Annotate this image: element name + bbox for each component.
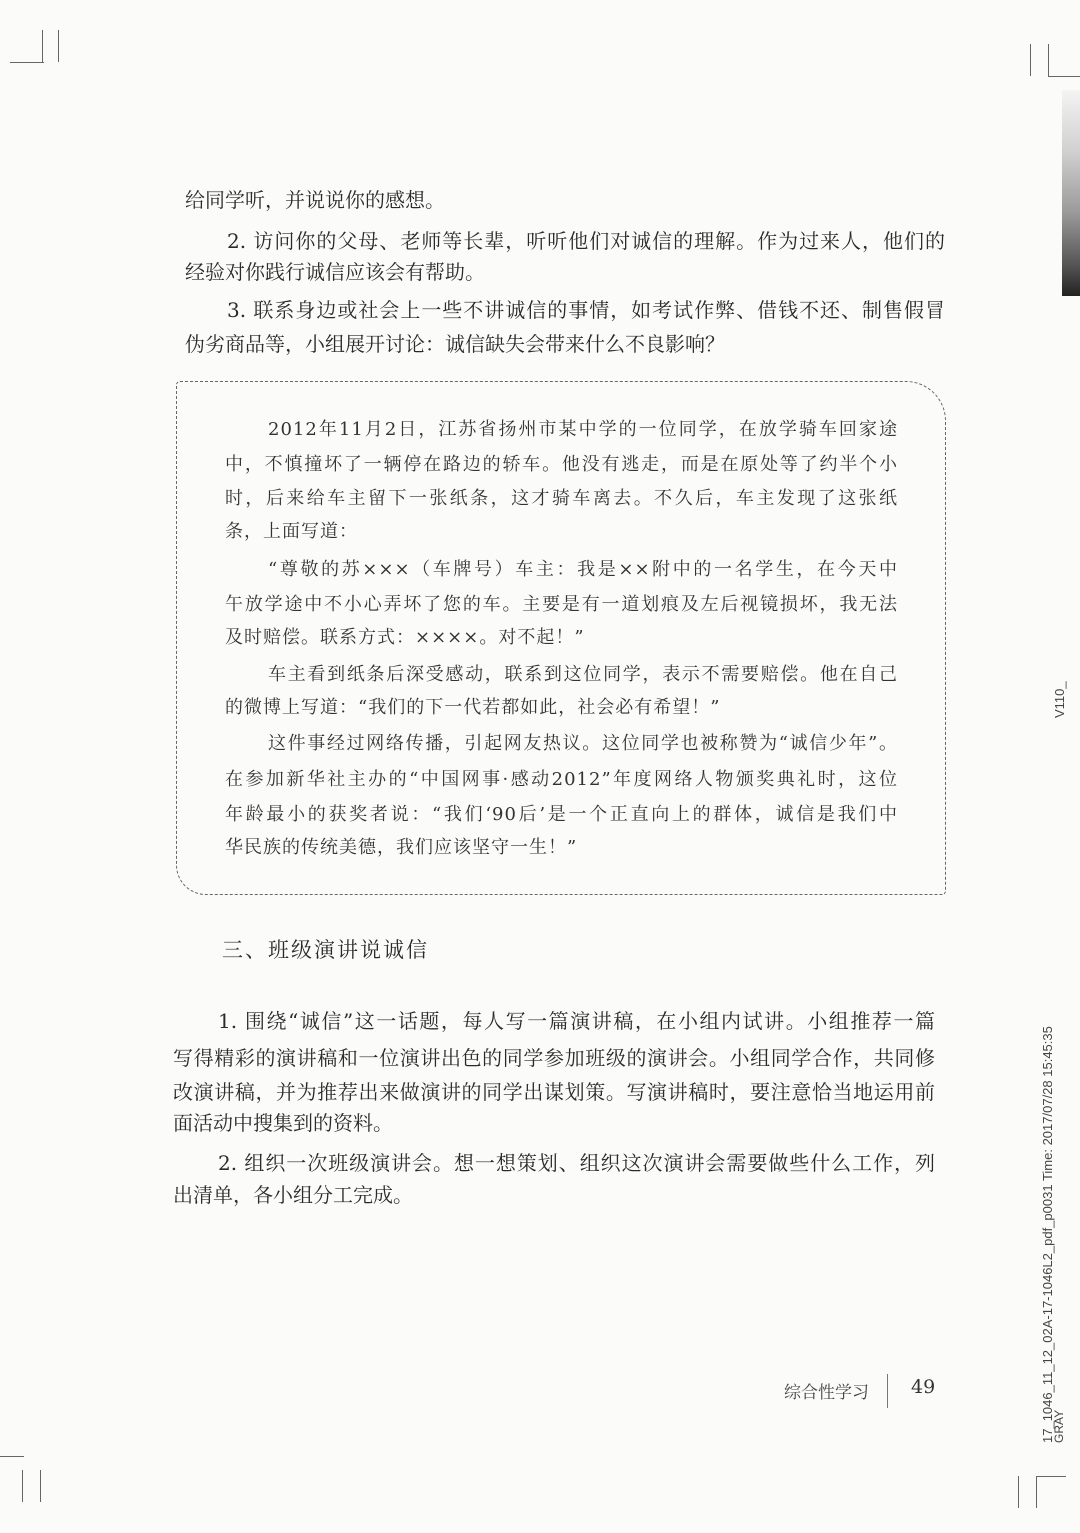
crop-mark (1030, 44, 1031, 76)
text-line: 中，不慎撞坏了一辆停在路边的轿车。他没有逃走，而是在原处等了约半个小 (225, 454, 898, 475)
section-heading: 三、班级演讲说诚信 (222, 938, 429, 962)
text-line: 午放学途中不小心弄坏了您的车。主要是有一道划痕及左后视镜损坏，我无法 (225, 594, 898, 615)
page-number: 49 (911, 1376, 936, 1398)
text-line: 车主看到纸条后深受感动，联系到这位同学，表示不需要赔偿。他在自己 (268, 664, 898, 685)
footer-divider (887, 1374, 888, 1408)
color-mode-label: GRAY (1052, 1409, 1066, 1443)
crop-mark (58, 30, 59, 62)
text-line: 给同学听，并说说你的感想。 (185, 188, 445, 212)
crop-mark (42, 30, 43, 62)
text-line: 2012年11月2日，江苏省扬州市某中学的一位同学，在放学骑车回家途 (268, 419, 898, 440)
crop-mark (0, 1456, 24, 1457)
text-line: 出清单，各小组分工完成。 (173, 1183, 413, 1207)
text-line: 年龄最小的获奖者说：“我们‘90后’是一个正直向上的群体，诚信是我们中 (225, 804, 898, 825)
crop-mark (1018, 1476, 1019, 1508)
file-info-label: 17_1046_11_12_02A-17-1046L2_pdf_p0031 Time: 2017/07/28 15:45:35 (1040, 1026, 1055, 1443)
text-line: 经验对你践行诚信应该会有帮助。 (185, 260, 485, 284)
text-line: 改演讲稿，并为推荐出来做演讲的同学出谋划策。写演讲稿时，要注意恰当地运用前 (173, 1080, 935, 1104)
text-line: 面活动中搜集到的资料。 (173, 1111, 393, 1135)
text-line: 1. 围绕“诚信”这一话题，每人写一篇演讲稿，在小组内试讲。小组推荐一篇 (218, 1009, 935, 1033)
text-line: 在参加新华社主办的“中国网事·感动2012”年度网络人物颁奖典礼时，这位 (225, 769, 898, 790)
crop-mark (22, 1470, 23, 1502)
text-line: “尊敬的苏×××（车牌号）车主：我是××附中的一名学生，在今天中 (268, 559, 898, 580)
text-line: 华民族的传统美德，我们应该坚守一生！” (225, 837, 578, 858)
footer-section-label: 综合性学习 (784, 1383, 869, 1403)
text-line: 2. 组织一次班级演讲会。想一想策划、组织这次演讲会需要做些什么工作，列 (218, 1151, 935, 1175)
text-line: 伪劣商品等，小组展开讨论：诚信缺失会带来什么不良影响？ (185, 332, 725, 356)
crop-mark (1036, 1476, 1066, 1477)
text-line: 及时赔偿。联系方式：××××。对不起！” (225, 627, 585, 648)
text-line: 2. 访问你的父母、老师等长辈，听听他们对诚信的理解。作为过来人，他们的 (227, 229, 945, 253)
text-line: 条，上面写道： (225, 521, 358, 542)
crop-mark (1036, 1476, 1037, 1508)
version-label: V110_ (1052, 681, 1067, 718)
text-line: 写得精彩的演讲稿和一位演讲出色的同学参加班级的演讲会。小组同学合作，共同修 (173, 1046, 935, 1070)
text-line: 时，后来给车主留下一张纸条，这才骑车离去。不久后，车主发现了这张纸 (225, 488, 898, 509)
crop-mark (1048, 76, 1080, 77)
text-line: 的微博上写道：“我们的下一代若都如此，社会必有希望！” (225, 697, 721, 718)
grayscale-calibration-strip (1062, 90, 1080, 296)
crop-mark (10, 62, 44, 63)
text-line: 这件事经过网络传播，引起网友热议。这位同学也被称赞为“诚信少年”。 (268, 733, 898, 754)
text-line: 3. 联系身边或社会上一些不讲诚信的事情，如考试作弊、借钱不还、制售假冒 (227, 298, 945, 322)
crop-mark (1048, 44, 1049, 76)
crop-mark (40, 1470, 41, 1502)
